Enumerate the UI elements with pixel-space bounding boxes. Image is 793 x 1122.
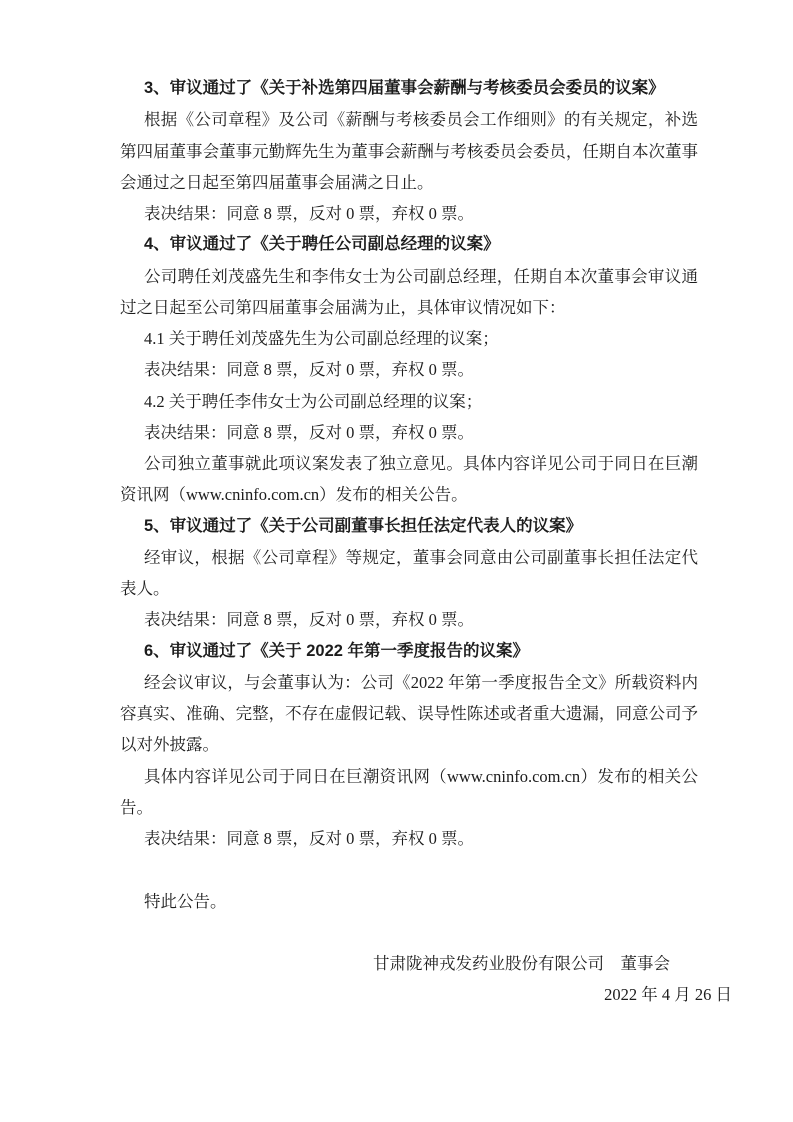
- company-signature: 甘肃陇神戎发药业股份有限公司 董事会: [373, 954, 670, 973]
- announcement-body: [120, 73, 732, 1011]
- announcement-date: 2022 年 4 月 26 日: [604, 985, 732, 1005]
- resolution-4-detail: 公司聘任刘茂盛先生和李伟女士为公司副总经理，任期自本次董事会审议通过之日起至公司第四届董事会届满为止，具体审议情况如下：: [120, 266, 698, 317]
- independent-director-opinion: 公司独立董事就此项议案发表了独立意见。具体内容详见公司于同日在巨潮资讯网（www.cninfo.com.cn）发布的相关公告。: [120, 454, 698, 505]
- resolution-3-vote-result: 表决结果：同意 8 票，反对 0 票，弃权 0 票。: [144, 204, 474, 223]
- resolution-4-1-vote-result: 表决结果：同意 8 票，反对 0 票，弃权 0 票。: [144, 360, 474, 380]
- resolution-4-1-item: 4.1 关于聘任刘茂盛先生为公司副总经理的议案；: [144, 329, 499, 348]
- resolution-6-heading: 6、审议通过了《关于 2022 年第一季度报告的议案》: [144, 641, 530, 660]
- resolution-6-vote-result: 表决结果：同意 8 票，反对 0 票，弃权 0 票。: [144, 829, 474, 848]
- resolution-6-disclosure-note: 具体内容详见公司于同日在巨潮资讯网（www.cninfo.com.cn）发布的相关公告。: [120, 766, 698, 817]
- resolution-3-detail: 根据《公司章程》及公司《薪酬与考核委员会工作细则》的有关规定，补选第四届董事会董事元勤辉先生为董事会薪酬与考核委员会委员，任期自本次董事会通过之日起至第四届董事会届满之日止。: [120, 110, 698, 192]
- resolution-3-heading: 3、审议通过了《关于补选第四届董事会薪酬与考核委员会委员的议案》: [144, 79, 665, 97]
- blank-line: [120, 917, 698, 948]
- resolution-4-2-vote-result: 表决结果：同意 8 票，反对 0 票，弃权 0 票。: [144, 422, 474, 442]
- resolution-5-detail: 经审议，根据《公司章程》等规定，董事会同意由公司副董事长担任法定代表人。: [120, 547, 698, 598]
- closing-statement: 特此公告。: [144, 891, 227, 911]
- resolution-4-2-item: 4.2 关于聘任李伟女士为公司副总经理的议案；: [144, 391, 483, 411]
- resolution-4-heading: 4、审议通过了《关于聘任公司副总经理的议案》: [144, 235, 500, 254]
- resolution-5-vote-result: 表决结果：同意 8 票，反对 0 票，弃权 0 票。: [144, 610, 474, 630]
- resolution-5-heading: 5、审议通过了《关于公司副董事长担任法定代表人的议案》: [144, 516, 583, 535]
- blank-line: [120, 854, 698, 885]
- resolution-6-detail: 经会议审议，与会董事认为：公司《2022 年第一季度报告全文》所载资料内容真实、准确、完整，不存在虚假记载、误导性陈述或者重大遗漏，同意公司予以对外披露。: [120, 672, 698, 755]
